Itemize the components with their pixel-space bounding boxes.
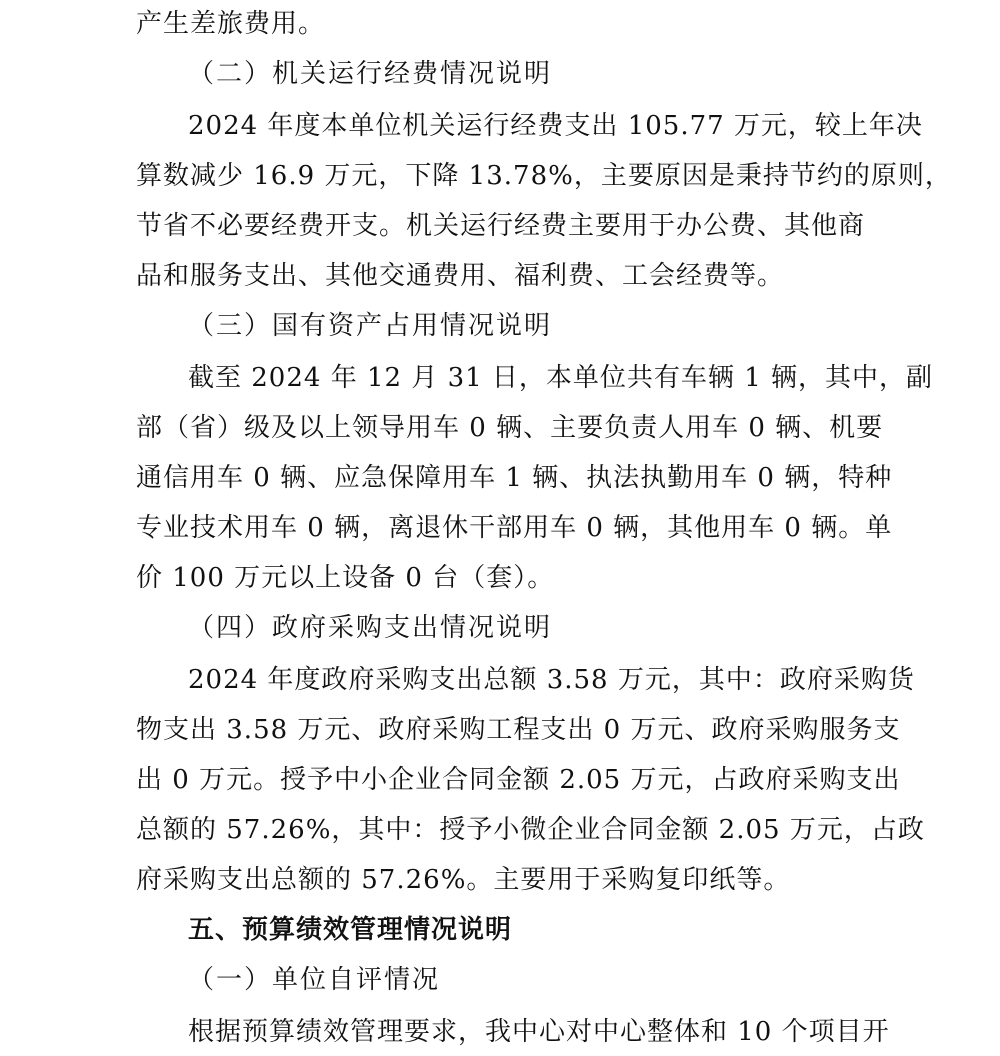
paragraph-line: 通信用车 0 辆、应急保障用车 1 辆、执法执勤用车 0 辆，特种 <box>136 463 893 493</box>
paragraph-line: 根据预算绩效管理要求，我中心对中心整体和 10 个项目开 <box>188 1017 890 1047</box>
section-heading: 五、预算绩效管理情况说明 <box>188 915 513 945</box>
paragraph-line: 截至 2024 年 12 月 31 日，本单位共有车辆 1 辆，其中，副 <box>188 363 933 393</box>
paragraph-line: 物支出 3.58 万元、政府采购工程支出 0 万元、政府采购服务支 <box>136 715 901 745</box>
subsection-heading: （二）机关运行经费情况说明 <box>188 59 553 89</box>
paragraph-line: 部（省）级及以上领导用车 0 辆、主要负责人用车 0 辆、机要 <box>136 413 884 443</box>
subsection-heading: （三）国有资产占用情况说明 <box>188 311 553 341</box>
paragraph-line: 节省不必要经费开支。机关运行经费主要用于办公费、其他商 <box>136 211 866 241</box>
paragraph-line: 2024 年度政府采购支出总额 3.58 万元，其中：政府采购货 <box>188 665 915 695</box>
paragraph-line: 府采购支出总额的 57.26%。主要用于采购复印纸等。 <box>136 865 791 895</box>
paragraph-line: 产生差旅费用。 <box>136 9 326 39</box>
paragraph-line: 算数减少 16.9 万元，下降 13.78%，主要原因是秉持节约的原则， <box>136 161 952 191</box>
subsection-heading: （一）单位自评情况 <box>188 965 441 995</box>
paragraph-line: 出 0 万元。授予中小企业合同金额 2.05 万元，占政府采购支出 <box>136 765 901 795</box>
paragraph-line: 价 100 万元以上设备 0 台（套）。 <box>136 563 555 593</box>
paragraph-line: 品和服务支出、其他交通费用、福利费、工会经费等。 <box>136 261 785 291</box>
subsection-heading: （四）政府采购支出情况说明 <box>188 613 553 643</box>
paragraph-line: 专业技术用车 0 辆，离退休干部用车 0 辆，其他用车 0 辆。单 <box>136 513 893 543</box>
paragraph-line: 总额的 57.26%，其中：授予小微企业合同金额 2.05 万元，占政 <box>136 815 925 845</box>
paragraph-line: 2024 年度本单位机关运行经费支出 105.77 万元，较上年决 <box>188 111 923 141</box>
